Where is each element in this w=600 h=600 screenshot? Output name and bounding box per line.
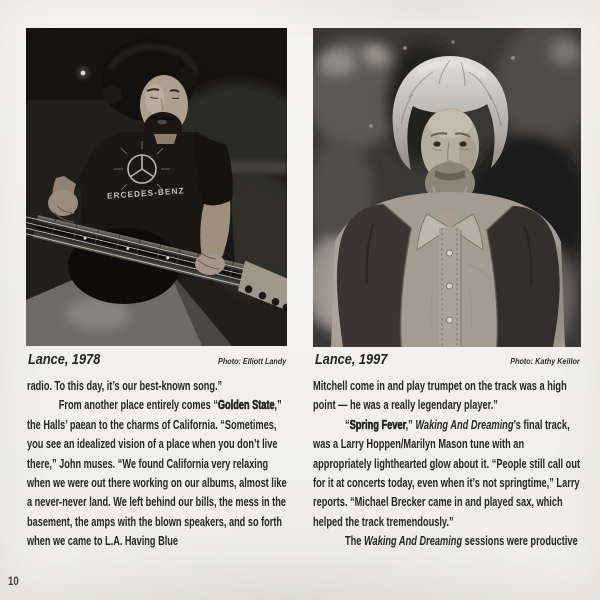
paragraph xyxy=(27,376,291,395)
text-segment: “ xyxy=(344,416,350,432)
right-hand xyxy=(195,253,225,275)
text-segment: From another place entirely comes “ xyxy=(58,397,218,413)
text-segment: sessions were productive xyxy=(462,533,578,549)
caption-row-left xyxy=(28,352,286,369)
text-segment: Spring Fever xyxy=(349,416,406,432)
text-segment: ,” xyxy=(405,416,416,432)
text-column-left xyxy=(27,376,291,551)
text-column-right xyxy=(313,376,583,551)
paragraph xyxy=(27,395,291,550)
photo-caption-right: Lance, 1997 xyxy=(315,351,388,368)
shirt-text: ERCEDES-BENZ xyxy=(106,186,185,201)
text-segment: Waking And Dreaming xyxy=(415,416,514,432)
photo-lance-1997-image xyxy=(313,28,581,347)
paragraph xyxy=(313,415,583,531)
photo-credit-left: Photo: Elliott Landy xyxy=(217,356,286,366)
page-number: 10 xyxy=(8,574,19,588)
photo-credit-right: Photo: Kathy Keillor xyxy=(510,356,580,366)
text-segment: Mitchell come in and play trumpet on the track was a high point — he was a really legendary player.” xyxy=(313,378,567,413)
caption-row-right xyxy=(315,352,580,369)
photo-caption-left: Lance, 1978 xyxy=(28,351,101,368)
photo-lance-1978 xyxy=(26,28,287,346)
text-segment: Golden State xyxy=(217,397,275,413)
paragraph xyxy=(313,376,583,415)
left-hand xyxy=(48,190,78,216)
photo-lance-1997 xyxy=(313,28,581,347)
text-segment: The xyxy=(344,533,365,549)
text-segment: ,” the Halls’ paean to the charms of California. “Sometimes, you see an idealized vision of a place when you don’t live there,” John muses. “We found California very relaxing when we were out there working on our albums, almost like a never-never land. We left behind our bills, the mess in the basement, the amps with the blown speakers, and so forth when we came to L.A. Having Blue xyxy=(27,397,287,549)
text-segment: radio. To this day, it’s our best-known song.” xyxy=(27,378,223,393)
paragraph xyxy=(313,531,583,550)
text-segment: Waking And Dreaming xyxy=(364,533,463,549)
text-segment: ’s final track, was a Larry Hoppen/Marilyn Mason tune with an appropriately lighthearted glow about it. “People still call out for it at concerts today, even when it’s not springtime,” Larry reports. “Michael Brecker came in and played sax, which helped the track tremendously.” xyxy=(313,416,581,529)
photo-lance-1978-image xyxy=(26,28,287,346)
